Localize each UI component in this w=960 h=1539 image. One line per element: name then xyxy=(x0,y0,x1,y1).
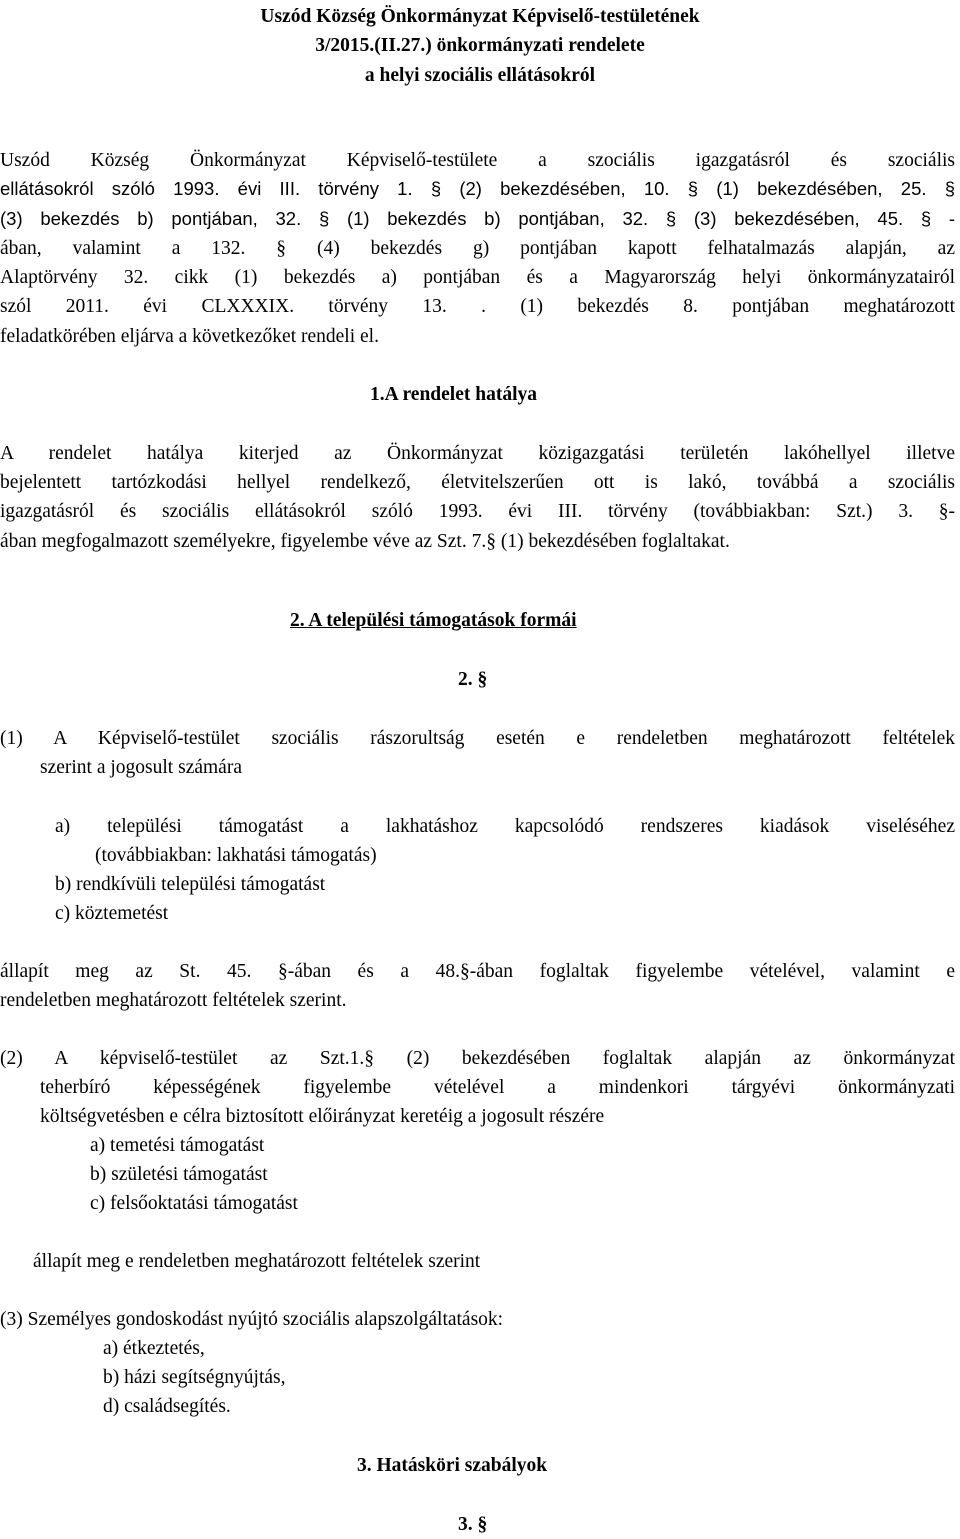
section-3-heading: 3. Hatásköri szabályok xyxy=(357,1455,548,1476)
preamble-line: szól 2011. évi CLXXXIX. törvény 13. . (1) bekezdés 8. pontjában meghatározott xyxy=(0,296,955,317)
paragraph-1-line: szerint a jogosult számára xyxy=(40,757,242,778)
paragraph-2-line: teherbíró képességének figyelembe vételével a mindenkori tárgyévi önkormányzati xyxy=(40,1077,955,1098)
preamble-line: ában, valamint a 132. § (4) bekezdés g) pontjában kapott felhatalmazás alapján, az xyxy=(0,238,955,259)
paragraph-1-item: c) köztemetést xyxy=(55,903,169,924)
paragraph-2-item: b) születési támogatást xyxy=(90,1164,268,1185)
paragraph-1-item: b) rendkívüli települési támogatást xyxy=(55,874,326,895)
paragraph-1-closing-line: állapít meg az St. 45. §-ában és a 48.§-ában foglaltak figyelembe vételével, valamint e xyxy=(0,961,955,982)
document-title-line-2: 3/2015.(II.27.) önkormányzati rendelete xyxy=(315,35,645,56)
section-1-heading: 1.A rendelet hatálya xyxy=(370,384,538,405)
preamble-line: feladatkörében eljárva a következőket rendeli el. xyxy=(0,326,379,347)
preamble-line: Uszód Község Önkormányzat Képviselő-testülete a szociális igazgatásról és szociális xyxy=(0,150,955,171)
paragraph-2-line: (2) A képviselő-testület az Szt.1.§ (2) bekezdésében foglaltak alapján az önkormányzat xyxy=(0,1048,955,1069)
section-3-paragraph-mark: 3. § xyxy=(458,1514,488,1535)
paragraph-2-line: költségvetésben e célra biztosított előirányzat keretéig a jogosult részére xyxy=(40,1106,605,1127)
preamble-line: Alaptörvény 32. cikk (1) bekezdés a) pontjában és a Magyarország helyi önkormányzatairól xyxy=(0,267,955,288)
section-2-paragraph-mark: 2. § xyxy=(458,669,488,690)
document-title-line-1: Uszód Község Önkormányzat Képviselő-testületének xyxy=(260,6,700,27)
preamble-line: ellátásokról szóló 1993. évi III. törvény 1. § (2) bekezdésében, 10. § (1) bekezdésében, 25. § xyxy=(0,178,955,199)
document-title-line-3: a helyi szociális ellátásokról xyxy=(364,65,596,86)
paragraph-3-item: b) házi segítségnyújtás, xyxy=(103,1367,286,1388)
paragraph-3-item: d) családsegítés. xyxy=(103,1396,231,1417)
paragraph-2-closing: állapít meg e rendeletben meghatározott feltételek szerint xyxy=(33,1251,481,1272)
paragraph-1-line: (1) A Képviselő-testület szociális rászorultság esetén e rendeletben meghatározott feltételek xyxy=(0,728,955,749)
paragraph-3-item: a) étkeztetés, xyxy=(103,1338,205,1359)
paragraph-1-item-continuation: (továbbiakban: lakhatási támogatás) xyxy=(95,845,377,866)
paragraph-2-item: a) temetési támogatást xyxy=(90,1135,265,1156)
section-2-heading: 2. A települési támogatások formái xyxy=(290,610,577,631)
paragraph-1-item: a) települési támogatást a lakhatáshoz kapcsolódó rendszeres kiadások viseléséhez xyxy=(55,816,955,837)
section-1-line: igazgatásról és szociális ellátásokról szóló 1993. évi III. törvény (továbbiakban: Szt.) 3. §- xyxy=(0,501,955,522)
section-1-line: ában megfogalmazott személyekre, figyelembe véve az Szt. 7.§ (1) bekezdésében foglaltakat. xyxy=(0,531,730,552)
paragraph-2-item: c) felsőoktatási támogatást xyxy=(90,1193,298,1214)
paragraph-3-line: (3) Személyes gondoskodást nyújtó szociális alapszolgáltatások: xyxy=(0,1309,504,1330)
section-1-line: bejelentett tartózkodási hellyel rendelkező, életvitelszerűen ott is lakó, továbbá a szociális xyxy=(0,472,955,493)
paragraph-1-closing-line: rendeletben meghatározott feltételek szerint. xyxy=(0,990,347,1011)
preamble-line: (3) bekezdés b) pontjában, 32. § (1) bekezdés b) pontjában, 32. § (3) bekezdésében, 45. § - xyxy=(0,208,955,229)
section-1-line: A rendelet hatálya kiterjed az Önkormányzat közigazgatási területén lakóhellyel illetve xyxy=(0,443,955,464)
